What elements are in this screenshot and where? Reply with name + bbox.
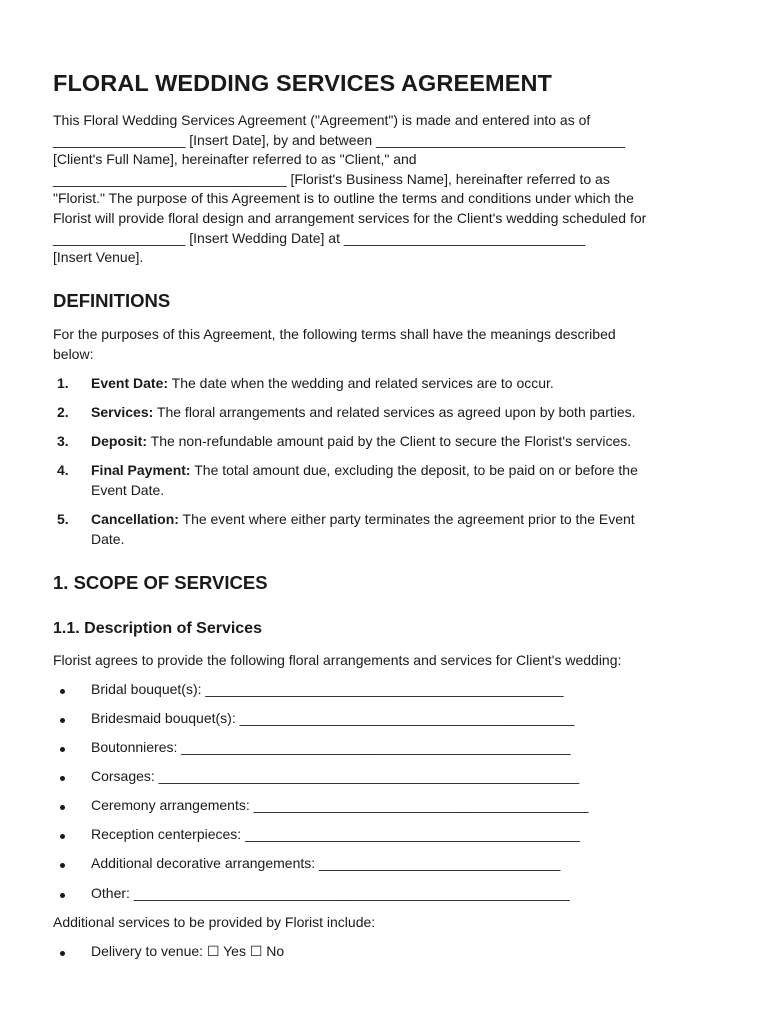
- definition-text: The total amount due, excluding the deposit, to be paid on or before the Event Date.: [91, 462, 638, 498]
- definition-body: [91, 403, 711, 423]
- service-item-text: Bridal bouquet(s): ______________________________________________: [91, 681, 564, 697]
- definition-text: The event where either party terminates the agreement prior to the Event Date.: [91, 511, 635, 547]
- definition-number: 3.: [57, 433, 69, 449]
- bullet-icon: [60, 718, 65, 723]
- definition-term: Cancellation:: [91, 511, 179, 527]
- scope-intro: Florist agrees to provide the following floral arrangements and services for Client's wedding:: [53, 652, 622, 668]
- definition-text: The non-refundable amount paid by the Client to secure the Florist's services.: [147, 433, 632, 449]
- service-item-text: Other: ________________________________________________________: [91, 885, 570, 901]
- definition-body: [91, 461, 711, 500]
- service-item-text: Bridesmaid bouquet(s): ___________________________________________: [91, 710, 575, 726]
- service-item-text: Boutonnieres: __________________________________________________: [91, 739, 571, 755]
- bullet-icon: [60, 863, 65, 868]
- definition-number: 1.: [57, 375, 69, 391]
- definition-body: [91, 432, 711, 452]
- document-title: FLORAL WEDDING SERVICES AGREEMENT: [53, 70, 553, 96]
- bullet-icon: [60, 689, 65, 694]
- delivery-option-text: Delivery to venue: ☐ Yes ☐ No: [91, 943, 285, 959]
- definition-number: 5.: [57, 511, 69, 527]
- bullet-icon: [60, 834, 65, 839]
- service-item-text: Corsages: ______________________________________________________: [91, 768, 580, 784]
- definition-body: [91, 510, 711, 549]
- additional-services-intro: Additional services to be provided by Florist include:: [53, 914, 376, 930]
- definition-number: 4.: [57, 462, 69, 478]
- definition-term: Deposit:: [91, 433, 147, 449]
- bullet-icon: [60, 893, 65, 898]
- service-item-text: Additional decorative arrangements: _______________________________: [91, 855, 561, 871]
- bullet-icon: [60, 951, 65, 956]
- bullet-icon: [60, 776, 65, 781]
- description-subheading: 1.1. Description of Services: [53, 620, 262, 637]
- definition-body: [91, 374, 711, 394]
- definition-term: Final Payment:: [91, 462, 191, 478]
- bullet-icon: [60, 805, 65, 810]
- definition-term: Services:: [91, 404, 154, 420]
- bullet-icon: [60, 747, 65, 752]
- service-item-text: Reception centerpieces: ___________________________________________: [91, 826, 580, 842]
- intro-paragraph: This Floral Wedding Services Agreement ("Agreement") is made and entered into as of _________________ [Insert Date], by and between ________________________________ [Client's Full Name], hereinafter referred to as "Client," and ______________________________ [Florist's Business Name], hereinafter referred to as "Florist." The purpose of this Agreement is to outline the terms and conditions under which the Florist will provide floral design and arrangement services for the Client's wedding scheduled for _________________ [Insert Wedding Date] at _______________________________ [Insert Venue].: [53, 112, 647, 266]
- definition-text: The floral arrangements and related services as agreed upon by both parties.: [153, 404, 636, 420]
- definition-text: The date when the wedding and related services are to occur.: [168, 375, 554, 391]
- definitions-intro: For the purposes of this Agreement, the following terms shall have the meanings described below:: [53, 326, 616, 362]
- definitions-heading: DEFINITIONS: [53, 290, 171, 311]
- definition-number: 2.: [57, 404, 69, 420]
- scope-heading: 1. SCOPE OF SERVICES: [53, 572, 268, 593]
- definition-term: Event Date:: [91, 375, 169, 391]
- service-item-text: Ceremony arrangements: ___________________________________________: [91, 797, 589, 813]
